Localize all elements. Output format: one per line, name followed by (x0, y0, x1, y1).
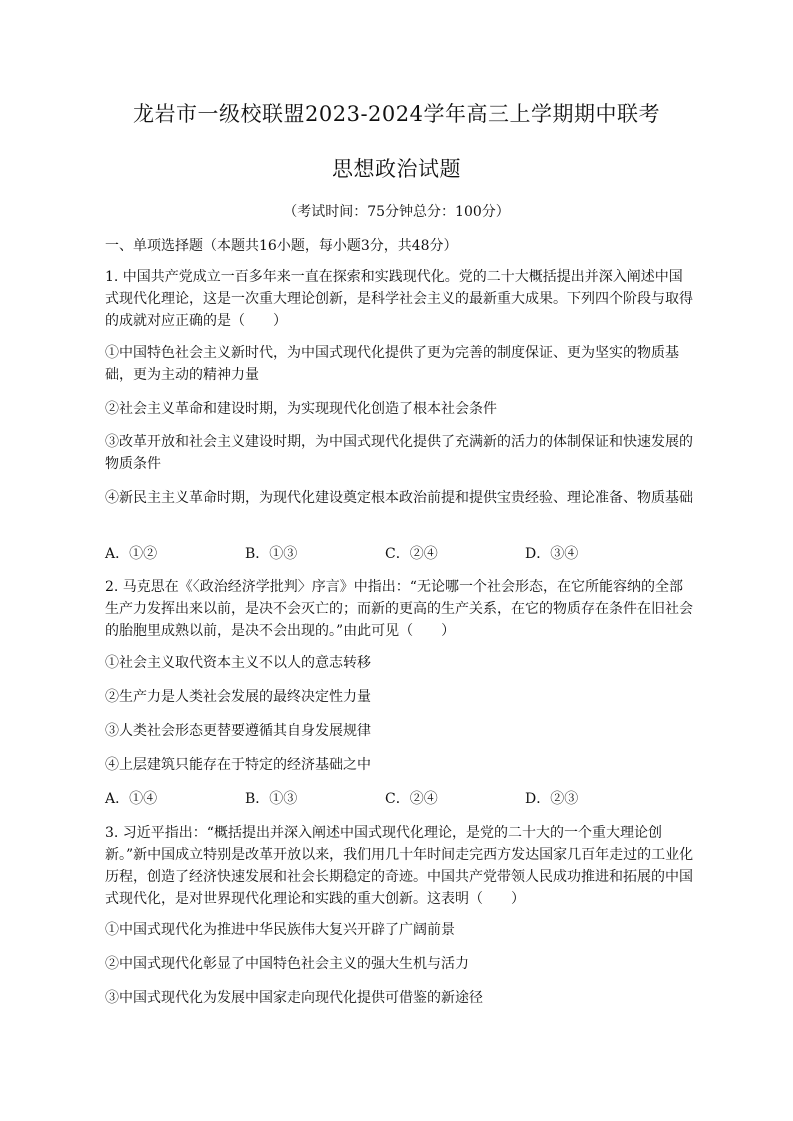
exam-subject: 思想政治试题 (332, 157, 461, 181)
question-2-statement-3: ③人类社会形态更替要遵循其自身发展规律 (105, 723, 371, 739)
exam-info: （考试时间：75分钟总分：100分） (283, 204, 510, 220)
question-2-option-d: D．②③ (525, 791, 579, 807)
question-3-statement-2: ②中国式现代化彰显了中国特色社会主义的强大生机与活力 (105, 956, 469, 972)
question-1-statement-4: ④新民主主义革命时期，为现代化建设奠定根本政治前提和提供宝贵经验、理论准备、物质基础 (105, 490, 693, 506)
question-2-option-a: A．①④ (105, 791, 158, 807)
question-2-options (105, 788, 695, 810)
question-1-statement-2: ②社会主义革命和建设时期，为实现现代化创造了根本社会条件 (105, 401, 497, 417)
question-1-stem: 1. 中国共产党成立一百多年来一直在探索和实践现代化。党的二十大概括提出并深入阐述中国式现代化理论，这是一次重大理论创新，是科学社会主义的最新重大成果。下列四个阶段与取得的成就对应正确的是（ ） (105, 269, 693, 329)
question-3-statement-1: ①中国式现代化为推进中华民族伟大复兴开辟了广阔前景 (105, 922, 455, 938)
question-2-statement-4: ④上层建筑只能存在于特定的经济基础之中 (105, 757, 371, 773)
question-3-stem: 3. 习近平指出：“概括提出并深入阐述中国式现代化理论，是党的二十大的一个重大理论创新。”新中国成立特别是改革开放以来，我们用几十年时间走完西方发达国家几百年走过的工业化历程，创造了经济快速发展和社会长期稳定的奇迹。中国共产党带领人民成功推进和拓展的中国式现代化，是对世界现代化理论和实践的重大创新。这表明（ ） (105, 825, 694, 907)
question-2-option-b: B．①③ (245, 791, 298, 807)
section-heading: 一、单项选择题（本题共16小题，每小题3分，共48分） (105, 238, 458, 254)
question-2-statement-2: ②生产力是人类社会发展的最终决定性力量 (105, 689, 371, 705)
question-1-option-b: B．①③ (245, 546, 298, 562)
question-1-statement-3: ③改革开放和社会主义建设时期，为中国式现代化提供了充满新的活力的体制保证和快速发展的物质条件 (105, 434, 693, 472)
question-2-statement-1: ①社会主义取代资本主义不以人的意志转移 (105, 655, 371, 671)
question-2-stem: 2. 马克思在《〈政治经济学批判〉序言》中指出：“无论哪一个社会形态，在它所能容纳的全部生产力发挥出来以前，是决不会灭亡的；而新的更高的生产关系，在它的物质存在条件在旧社会的胎胞里成熟以前，是决不会出现的。”由此可见（ ） (105, 579, 693, 639)
exam-title: 龙岩市一级校联盟2023-2024学年高三上学期期中联考 (133, 102, 660, 126)
question-1-option-d: D．③④ (525, 546, 579, 562)
question-2-option-c: C．②④ (385, 791, 438, 807)
question-1-options (105, 543, 695, 565)
question-1-statement-1: ①中国特色社会主义新时代，为中国式现代化提供了更为完善的制度保证、更为坚实的物质基础，更为主动的精神力量 (105, 345, 679, 383)
question-1-option-a: A．①② (105, 546, 158, 562)
question-3-statement-3: ③中国式现代化为发展中国家走向现代化提供可借鉴的新途径 (105, 990, 483, 1006)
question-1-option-c: C．②④ (385, 546, 438, 562)
